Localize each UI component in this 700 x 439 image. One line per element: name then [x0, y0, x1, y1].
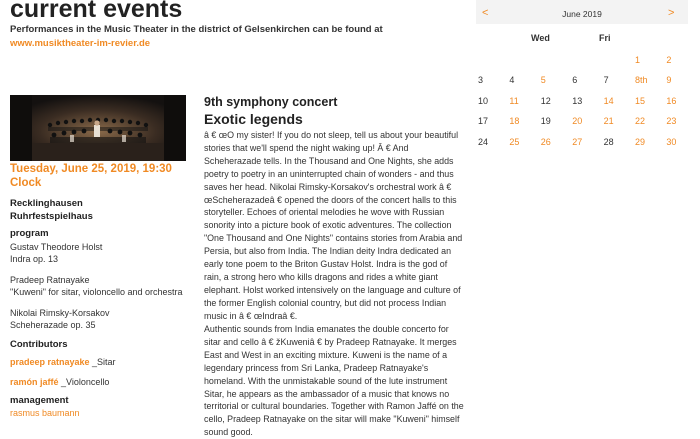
orchestra-image — [10, 95, 186, 161]
contributors-heading: Contributors — [10, 339, 68, 350]
program-work: Scheherazade op. 35 — [10, 320, 96, 330]
calendar-day — [476, 132, 506, 153]
contributor-role: _Sitar — [89, 357, 116, 367]
calendar-day-number: 19 — [540, 116, 551, 127]
calendar-day-event[interactable] — [633, 50, 663, 71]
intro-text — [10, 23, 466, 51]
calendar-day-number: 1 — [635, 55, 641, 65]
calendar-day-number: 16 — [666, 95, 677, 106]
contributor-link[interactable]: pradeep ratnayake — [10, 357, 90, 367]
program-composer: Nikolai Rimsky-Korsakov — [10, 308, 110, 318]
calendar-day-event[interactable] — [664, 70, 694, 91]
calendar-day-event[interactable] — [539, 132, 569, 153]
calendar-day-number: 26 — [540, 136, 551, 147]
page-title: current events — [10, 0, 183, 23]
calendar-day — [539, 111, 569, 132]
calendar-day-number: 12 — [540, 95, 551, 106]
program-list — [10, 241, 198, 331]
contributor-item — [10, 352, 116, 370]
concert-title: 9th symphony concert — [204, 95, 338, 109]
program-composer: Gustav Theodore Holst — [10, 242, 103, 252]
program-work: Indra op. 13 — [10, 254, 59, 264]
calendar-day-number: 28 — [603, 136, 614, 147]
calendar-day-number: 14 — [603, 95, 614, 106]
calendar-day-event[interactable] — [507, 111, 537, 132]
concert-subtitle: Exotic legends — [204, 111, 303, 127]
calendar-day-event[interactable] — [664, 132, 694, 153]
calendar-day — [602, 70, 632, 91]
calendar-day-number: 6 — [572, 75, 578, 86]
calendar-day-number: 10 — [478, 95, 489, 106]
venue — [10, 197, 190, 223]
calendar-day-number: 18 — [509, 116, 520, 127]
calendar-day-number: 21 — [603, 116, 614, 127]
calendar-day-event[interactable] — [664, 50, 694, 71]
contributor-link[interactable]: ramón jaffé — [10, 377, 59, 387]
weekday-fri: Fri — [599, 33, 611, 43]
management-link[interactable]: rasmus baumann — [10, 408, 80, 418]
program-item — [10, 307, 198, 331]
contributor-role: _Violoncello — [58, 377, 110, 387]
intro-sentence: Performances in the Music Theater in the district of Gelsenkirchen can be found at — [10, 24, 383, 35]
calendar-day-event[interactable] — [539, 70, 569, 91]
calendar-day-number: 15 — [635, 95, 646, 106]
event-calendar — [476, 0, 700, 170]
calendar-day — [539, 91, 569, 112]
calendar-day-event[interactable] — [570, 132, 600, 153]
calendar-day — [602, 132, 632, 153]
calendar-day-number: 7 — [603, 75, 609, 86]
calendar-day-event[interactable] — [633, 132, 663, 153]
calendar-day-event[interactable] — [507, 91, 537, 112]
calendar-day — [476, 91, 506, 112]
calendar-day-event[interactable] — [633, 111, 663, 132]
calendar-day-number: 20 — [572, 116, 583, 127]
calendar-day-number: 4 — [509, 75, 515, 86]
calendar-day — [570, 70, 600, 91]
calendar-day-event[interactable] — [602, 111, 632, 132]
calendar-day — [507, 70, 537, 91]
calendar-day-number: 17 — [478, 116, 489, 127]
calendar-day-event[interactable] — [507, 132, 537, 153]
calendar-day-number: 9 — [666, 75, 672, 86]
calendar-next-button[interactable]: > — [668, 7, 675, 19]
venue-city: Recklinghausen — [10, 198, 83, 209]
calendar-day-event[interactable] — [570, 111, 600, 132]
calendar-day-number: 25 — [509, 136, 520, 147]
calendar-day-event[interactable] — [602, 91, 632, 112]
event-date: Tuesday, June 25, 2019, 19:30 Clock — [10, 163, 172, 189]
calendar-day-number: 3 — [478, 75, 484, 86]
calendar-day-number: 11 — [509, 95, 519, 106]
article-paragraph: â € œO my sister! If you do not sleep, tell us about your beautiful stories that we'll spend the night waking up! Â € And Scheherazade tells. In the Thousand and One Nights, she adds poetry to poetry in an uninterrupted chain of wonders - and thus saves her head. Nikolai Rimsky-Korsakov's orchestral work â € œScheherazadeâ € opened the doors of the concert halls to this storyteller. Echoes of oriental melodies he wove with Russian sonority into a picture book of exotic adventures. The collection "One Thousand and One Nights" contains stories from Arabia and Persia, but also from India. The Indian deity Indra dedicated an early tone poem to the Briton Gustav Holst. Indra is the god of rain, a strong hero who kills dragons and rides a white giant elephant. Holst worked intensively on the language and culture of the former English colonial country, but did not process Indian music in â € œIndraâ €. — [204, 130, 463, 321]
event-photo — [10, 95, 186, 161]
program-item — [10, 274, 198, 298]
venue-hall: Ruhrfestspielhaus — [10, 211, 93, 222]
calendar-month-label: June 2019 — [562, 9, 602, 19]
calendar-day-event[interactable] — [664, 91, 694, 112]
calendar-day-number: 23 — [666, 116, 677, 127]
calendar-day-number: 2 — [666, 55, 672, 65]
program-heading: program — [10, 228, 49, 239]
calendar-day-number: 24 — [478, 136, 489, 147]
musiktheater-link[interactable]: www.musiktheater-im-revier.de — [10, 38, 151, 49]
program-composer: Pradeep Ratnayake — [10, 275, 90, 285]
weekday-wed: Wed — [531, 33, 550, 43]
program-work: "Kuweni" for sitar, violoncello and orchestra — [10, 287, 183, 297]
calendar-prev-button[interactable]: < — [482, 7, 489, 19]
article-paragraph: Authentic sounds from India emanates the double concerto for sitar and cello â € žKuweniâ € by Pradeep Ratnayake. It merges East and West in an exciting mixture. Kuweni is the name of a legendary princess from Sri Lanka, Pradeep Ratnayake's homeland. With the unmistakable sound of the lute instrument Sitar, he appears as the ambassador of a music that knows no territorial or cultural boundaries. Together with Ramon Jaffé on the cello, Pradeep Ratnayake on the sitar will make "Kuweni" himself sound good. — [204, 324, 464, 438]
calendar-day-number: 27 — [572, 136, 583, 147]
calendar-day — [570, 91, 600, 112]
program-item — [10, 241, 198, 265]
management-heading: management — [10, 395, 69, 406]
calendar-day-number: 30 — [666, 136, 677, 147]
contributor-item — [10, 372, 109, 390]
calendar-day-event[interactable] — [633, 91, 663, 112]
calendar-day-number: 5 — [540, 75, 546, 86]
calendar-day-event[interactable] — [664, 111, 694, 132]
calendar-day-number: 8th — [635, 75, 648, 86]
calendar-day-number: 13 — [572, 95, 583, 106]
calendar-day-number: 29 — [635, 136, 646, 147]
calendar-day-number: 22 — [635, 116, 646, 127]
calendar-day — [476, 70, 506, 91]
calendar-header — [476, 0, 688, 24]
calendar-day — [476, 111, 506, 132]
calendar-day-event[interactable] — [633, 70, 663, 91]
